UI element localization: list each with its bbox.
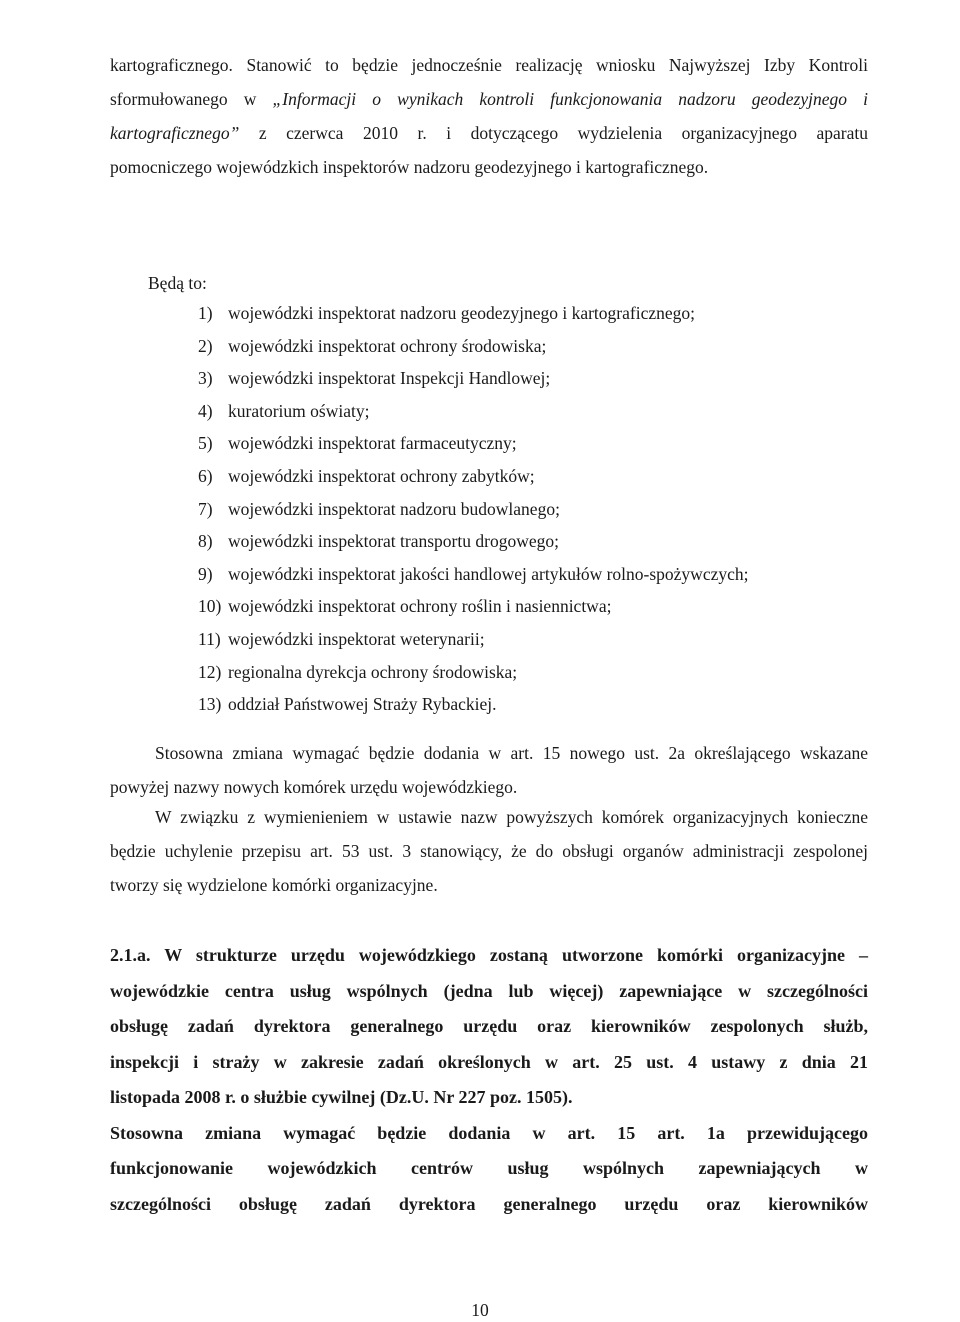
list-item-text: oddział Państwowej Straży Rybackiej. [228,694,497,715]
list-item [198,460,749,493]
list-item [198,330,749,363]
section-heading-line: inspekcji i straży w zakresie zadań określonych w art. 25 ust. 4 ustawy z dnia 21 [110,1051,868,1072]
paragraph-line: kartograficznego” z czerwca 2010 r. i dotyczącego wydzielenia organizacyjnego aparatu [110,123,868,143]
list-item-text: wojewódzki inspektorat Inspekcji Handlowej; [228,368,551,389]
list-item-text: wojewódzki inspektorat nadzoru geodezyjnego i kartograficznego; [228,303,695,323]
paragraph-line: W związku z wymienieniem w ustawie nazw powyższych komórek organizacyjnych konieczne [155,807,868,827]
list-item-number: 10) [198,596,222,617]
list-item-number: 11) [198,628,221,649]
list-item [198,590,749,623]
organizational-units-list [198,297,749,721]
list-item-text: wojewódzki inspektorat nadzoru budowlanego; [228,498,560,519]
list-item-number: 2) [198,335,213,356]
list-item [198,493,749,526]
list-item [198,688,749,721]
list-item-number: 9) [198,563,213,584]
list-item-number: 12) [198,661,222,682]
list-item-text: wojewódzki inspektorat ochrony zabytków; [228,465,535,486]
list-item [198,362,749,395]
section-heading-line: 2.1.a. W strukturze urzędu wojewódzkiego zostaną utworzone komórki organizacyjne – [110,945,868,965]
list-intro: Będą to: [148,273,207,293]
section-heading-line: Stosowna zmiana wymagać będzie dodania w art. 15 art. 1a przewidującego [110,1122,868,1143]
list-item-text: kuratorium oświaty; [228,400,370,421]
list-item [198,656,749,689]
list-item-text: wojewódzki inspektorat ochrony roślin i nasiennictwa; [228,596,612,617]
list-item [198,558,749,591]
list-item [198,427,749,460]
list-item-number: 3) [198,368,213,389]
paragraph-line: tworzy się wydzielone komórki organizacyjne. [110,875,438,895]
list-item-number: 6) [198,465,213,486]
section-2-1-a [110,938,868,1222]
paragraph-line: pomocniczego wojewódzkich inspektorów nadzoru geodezyjnego i kartograficznego. [110,157,709,177]
list-item-number: 5) [198,433,213,454]
list-item-text: regionalna dyrekcja ochrony środowiska; [228,661,518,682]
section-heading-line: obsługę zadań dyrektora generalnego urzędu oraz kierowników zespolonych służb, [110,1016,868,1036]
list-item-number: 4) [198,400,213,421]
list-item [198,395,749,428]
section-heading-line: listopada 2008 r. o służbie cywilnej (Dz.U. Nr 227 poz. 1505). [110,1087,573,1107]
list-item-number: 1) [198,303,213,323]
paragraph-amendment [110,736,868,804]
list-item [198,525,749,558]
top-paragraph [110,48,868,184]
list-item-number: 7) [198,498,213,519]
paragraph-repeal [110,800,868,902]
list-item-text: wojewódzki inspektorat transportu drogowego; [228,531,559,552]
paragraph-line: będzie uchylenie przepisu art. 53 ust. 3 stanowiący, że do obsługi organów administracji zespolonej [110,841,868,861]
page-number: 10 [471,1300,489,1320]
paragraph-line: powyżej nazwy nowych komórek urzędu wojewódzkiego. [110,777,518,797]
list-item-text: wojewódzki inspektorat jakości handlowej artykułów rolno-spożywczych; [228,563,749,584]
paragraph-line: sformułowanego w „Informacji o wynikach kontroli funkcjonowania nadzoru geodezyjnego i [110,89,868,109]
list-item-text: wojewódzki inspektorat ochrony środowiska; [228,335,547,356]
section-heading-line: szczególności obsługę zadań dyrektora generalnego urzędu oraz kierowników [110,1193,868,1214]
section-heading-line: funkcjonowanie wojewódzkich centrów usług wspólnych zapewniających w [110,1158,868,1178]
list-item-number: 13) [198,694,222,715]
list-item-text: wojewódzki inspektorat farmaceutyczny; [228,433,517,454]
paragraph-line: Stosowna zmiana wymagać będzie dodania w art. 15 nowego ust. 2a określającego wskazane [155,743,868,763]
section-heading-line: wojewódzkie centra usług wspólnych (jedna lub więcej) zapewniające w szczególności [110,980,868,1001]
list-item-text: wojewódzki inspektorat weterynarii; [228,628,485,649]
paragraph-line: kartograficznego. Stanowić to będzie jednocześnie realizację wniosku Najwyższej Izby Kontroli [110,55,868,75]
list-item [198,297,749,330]
list-item [198,623,749,656]
list-item-number: 8) [198,531,213,552]
